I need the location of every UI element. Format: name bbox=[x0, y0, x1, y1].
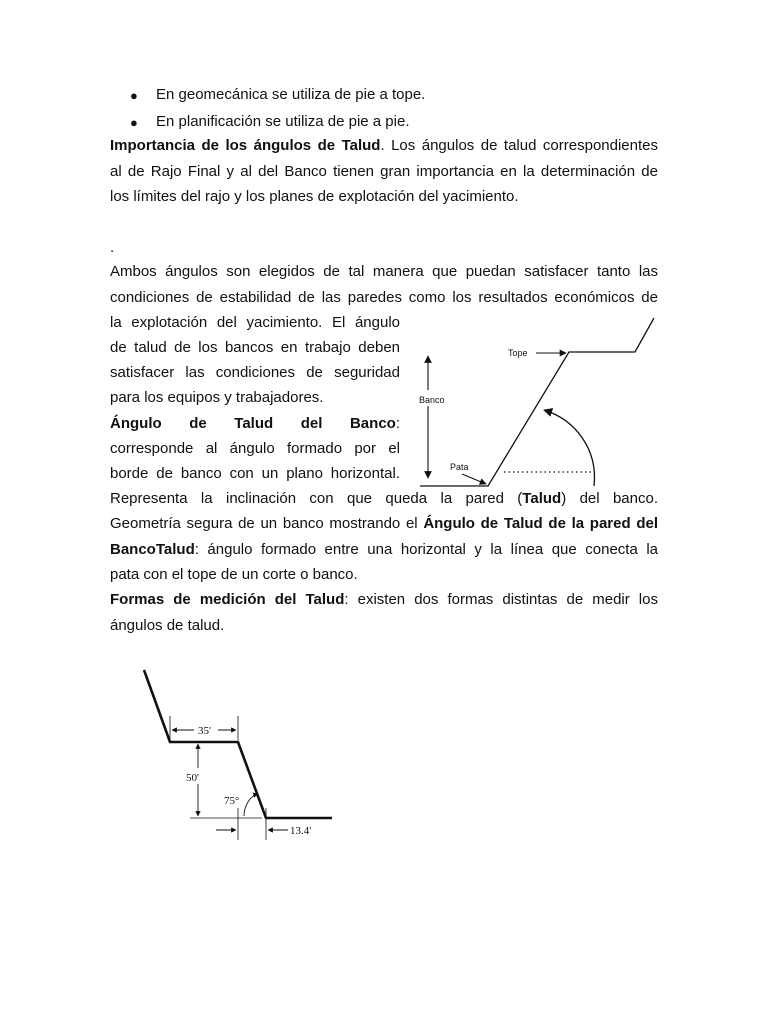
paragraph-line: condiciones de estabilidad de las paredes como los resultados económicos de bbox=[110, 289, 658, 306]
bullet-item: En geomecánica se utiliza de pie a tope. bbox=[156, 86, 426, 103]
paragraph-line: los límites del rajo y los planes de explotación del yacimiento. bbox=[110, 188, 519, 205]
bullet-marker: ● bbox=[130, 88, 138, 103]
bench-slope-figure bbox=[416, 310, 658, 488]
width-label: 35' bbox=[198, 725, 211, 737]
angle-arc bbox=[244, 794, 258, 816]
heading-bold: Formas de medición del Talud bbox=[110, 591, 345, 608]
angle-label: 75° bbox=[224, 795, 240, 807]
heading-bold: Ángulo de Talud del Banco bbox=[110, 415, 396, 432]
paragraph-line: pata con el tope de un corte o banco. bbox=[110, 566, 358, 583]
banco-label: Banco bbox=[419, 395, 445, 405]
paragraph-line: Ángulo de Talud del Banco: bbox=[110, 415, 400, 432]
paragraph-line: Formas de medición del Talud: existen dos formas distintas de medir los bbox=[110, 591, 658, 608]
paragraph-line: al de Rajo Final y al del Banco tienen gran importancia en la determinación de bbox=[110, 163, 658, 180]
paragraph-line: Representa la inclinación con que queda la pared (Talud) del banco. bbox=[110, 490, 659, 507]
bench-geometry-figure bbox=[116, 668, 336, 846]
tope-label: Tope bbox=[508, 348, 528, 358]
bullet-marker: ● bbox=[130, 115, 138, 130]
pata-arrow bbox=[462, 474, 486, 484]
stray-dot: . bbox=[110, 239, 115, 256]
paragraph-line: ángulos de talud. bbox=[110, 617, 225, 634]
paragraph-line: corresponde al ángulo formado por el bbox=[110, 440, 400, 457]
offset-label: 13.4' bbox=[290, 825, 312, 837]
pata-label: Pata bbox=[450, 462, 469, 472]
paragraph-line: BancoTalud: ángulo formado entre una horizontal y la línea que conecta la bbox=[110, 541, 658, 558]
paragraph-line: para los equipos y trabajadores. bbox=[110, 389, 324, 406]
paragraph-line: Geometría segura de un banco mostrando el Ángulo de Talud de la pared del bbox=[110, 515, 658, 532]
height-label: 50' bbox=[186, 772, 199, 784]
paragraph-line: borde de banco con un plano horizontal. bbox=[110, 465, 400, 482]
bench-profile-line bbox=[420, 318, 654, 486]
paragraph-line: la explotación del yacimiento. El ángulo bbox=[110, 314, 400, 331]
bullet-item: En planificación se utiliza de pie a pie. bbox=[156, 113, 410, 130]
paragraph-line: satisfacer las condiciones de seguridad bbox=[110, 364, 400, 381]
paragraph-line: Importancia de los ángulos de Talud. Los ángulos de talud correspondientes bbox=[110, 137, 658, 154]
paragraph-line: de talud de los bancos en trabajo deben bbox=[110, 339, 400, 356]
paragraph-line: Ambos ángulos son elegidos de tal manera que puedan satisfacer tanto las bbox=[110, 263, 658, 280]
angle-arc bbox=[544, 410, 594, 486]
heading-bold: Importancia de los ángulos de Talud bbox=[110, 137, 381, 154]
